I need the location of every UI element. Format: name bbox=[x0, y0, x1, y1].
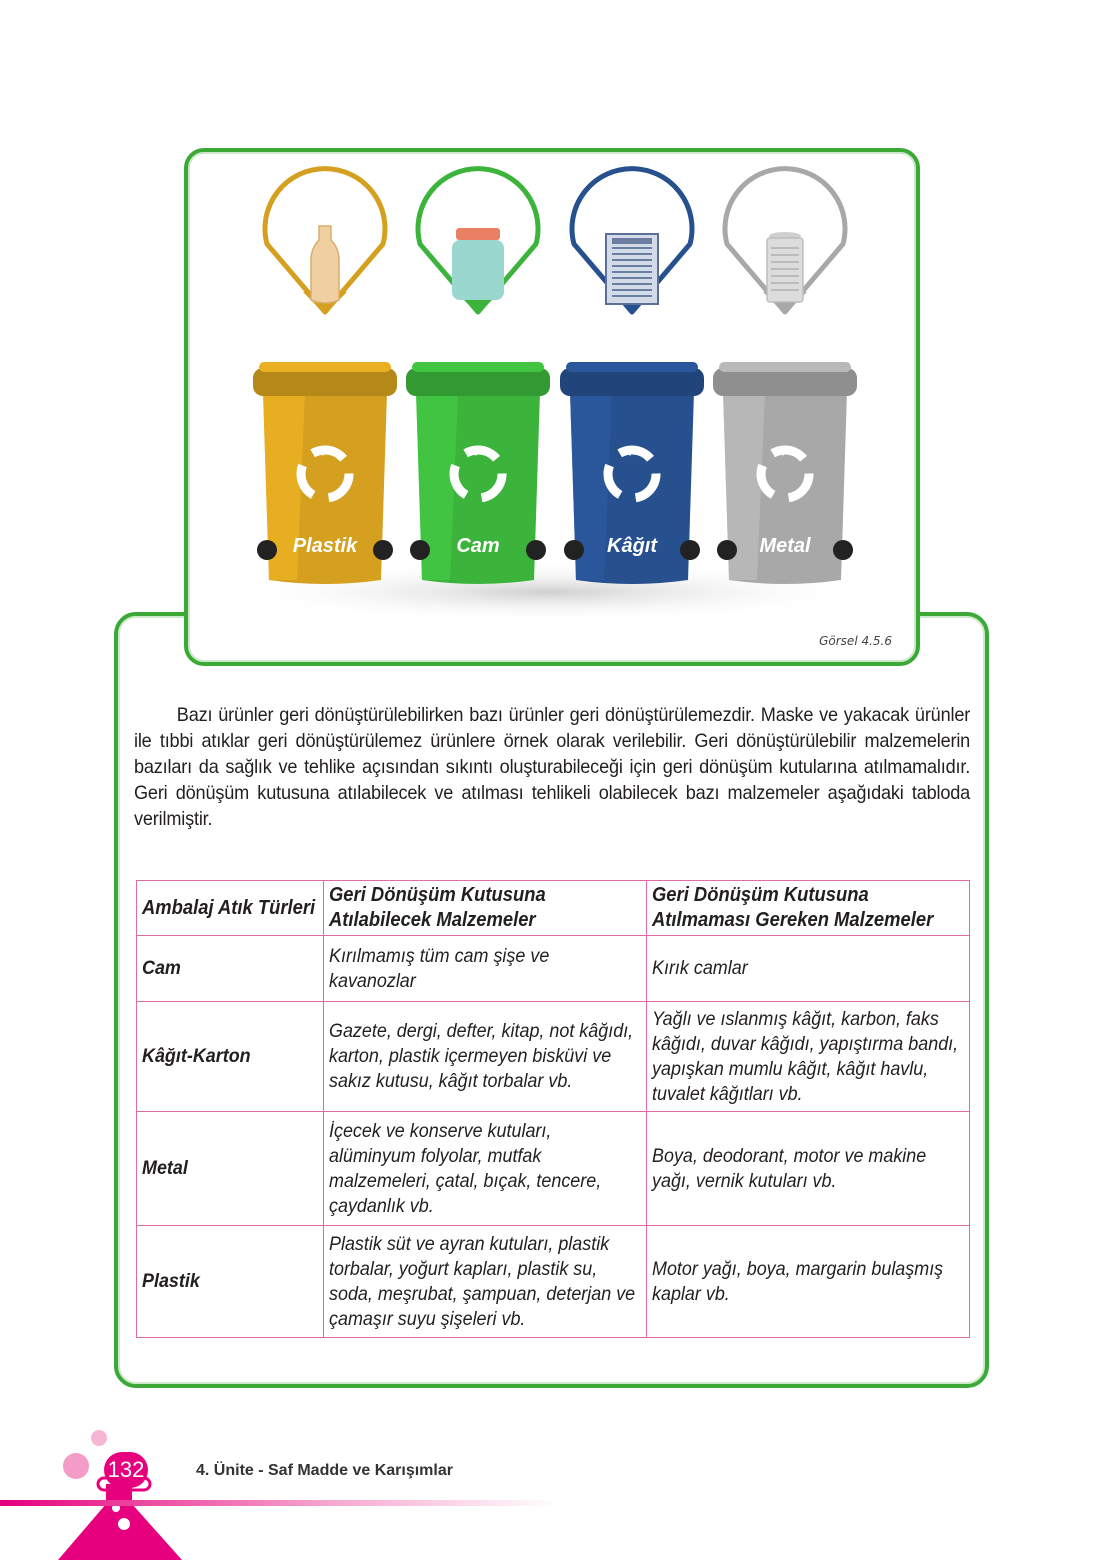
figure-caption: Görsel 4.5.6 bbox=[819, 634, 892, 648]
allowed-cell: Plastik süt ve ayran kutuları, plastik torbalar, yoğurt kapları, plastik su, soda, meşrubat, şampuan, deterjan ve çamaşır suyu şişeleri vb. bbox=[324, 1226, 647, 1338]
flask-decoration bbox=[0, 1420, 200, 1560]
waste-type-cell: Plastik bbox=[137, 1226, 324, 1338]
page-number: 132 bbox=[104, 1452, 148, 1488]
bin-4 bbox=[713, 169, 857, 584]
recycling-bins-illustration bbox=[188, 152, 916, 662]
recycle-bin bbox=[253, 362, 397, 584]
waste-type-cell: Metal bbox=[137, 1112, 324, 1226]
recycle-bin bbox=[406, 362, 550, 584]
forbidden-cell: Boya, deodorant, motor ve makine yağı, vernik kutuları vb. bbox=[647, 1112, 970, 1226]
can-icon bbox=[767, 232, 803, 302]
allowed-cell: Gazete, dergi, defter, kitap, not kâğıdı, karton, plastik içermeyen bisküvi ve sakız kutusu, kâğıt torbalar vb. bbox=[324, 1002, 647, 1112]
allowed-cell: Kırılmamış tüm cam şişe ve kavanozlar bbox=[324, 936, 647, 1002]
bin-2 bbox=[406, 169, 550, 584]
table-row bbox=[137, 1112, 970, 1226]
waste-type-cell: Kâğıt-Karton bbox=[137, 1002, 324, 1112]
table-row bbox=[137, 1002, 970, 1112]
footer-stripe bbox=[0, 1500, 560, 1506]
figure-card bbox=[184, 148, 920, 666]
recycle-bin bbox=[560, 362, 704, 584]
recycle-bin bbox=[713, 362, 857, 584]
allowed-cell: İçecek ve konserve kutuları, alüminyum folyolar, mutfak malzemeleri, çatal, bıçak, tencere, çaydanlık vb. bbox=[324, 1112, 647, 1226]
jar-icon bbox=[452, 228, 504, 300]
body-paragraph: Bazı ürünler geri dönüştürülebilirken bazı ürünler geri dönüştürülemezdir. Maske ve yakacak ürünler ile tıbbi atıklar geri dönüştürülemez ürünlere örnek olarak verilebilir. Geri dönüştürülebilir malzemelerin bazıları da sağlık ve tehlike açısından sıkıntı oluşturabileceği için geri dönüşüm kutularına atılmamalıdır. Geri dönüşüm kutusuna atılabilecek ve atılması tehlikeli olabilecek bazı malzemeler aşağıdaki tabloda verilmiştir. bbox=[134, 704, 971, 830]
bin-label: Metal bbox=[759, 535, 811, 557]
forbidden-cell: Kırık camlar bbox=[647, 936, 970, 1002]
header-cell: Ambalaj Atık Türleri bbox=[137, 881, 324, 936]
table-header-row bbox=[137, 881, 970, 936]
bin-label: Kâğıt bbox=[607, 535, 657, 557]
bin-3 bbox=[560, 169, 704, 584]
table-row bbox=[137, 936, 970, 1002]
waste-table bbox=[136, 880, 970, 1338]
forbidden-cell: Yağlı ve ıslanmış kâğıt, karbon, faks kâğıdı, duvar kâğıdı, yapıştırma bandı, yapışkan mumlu kâğıt, kâğıt havlu, tuvalet kâğıtları vb. bbox=[647, 1002, 970, 1112]
bin-label: Plastik bbox=[292, 535, 358, 557]
bin-1 bbox=[253, 169, 397, 584]
header-cell: Geri Dönüşüm Kutusuna Atılmaması Gereken Malzemeler bbox=[647, 881, 970, 936]
table-row bbox=[137, 1226, 970, 1338]
chapter-title: 4. Ünite - Saf Madde ve Karışımlar bbox=[196, 1462, 453, 1479]
waste-type-cell: Cam bbox=[137, 936, 324, 1002]
forbidden-cell: Motor yağı, boya, margarin bulaşmış kaplar vb. bbox=[647, 1226, 970, 1338]
newspaper-icon bbox=[606, 234, 658, 304]
header-cell: Geri Dönüşüm Kutusuna Atılabilecek Malzemeler bbox=[324, 881, 647, 936]
bin-label: Cam bbox=[456, 535, 500, 557]
